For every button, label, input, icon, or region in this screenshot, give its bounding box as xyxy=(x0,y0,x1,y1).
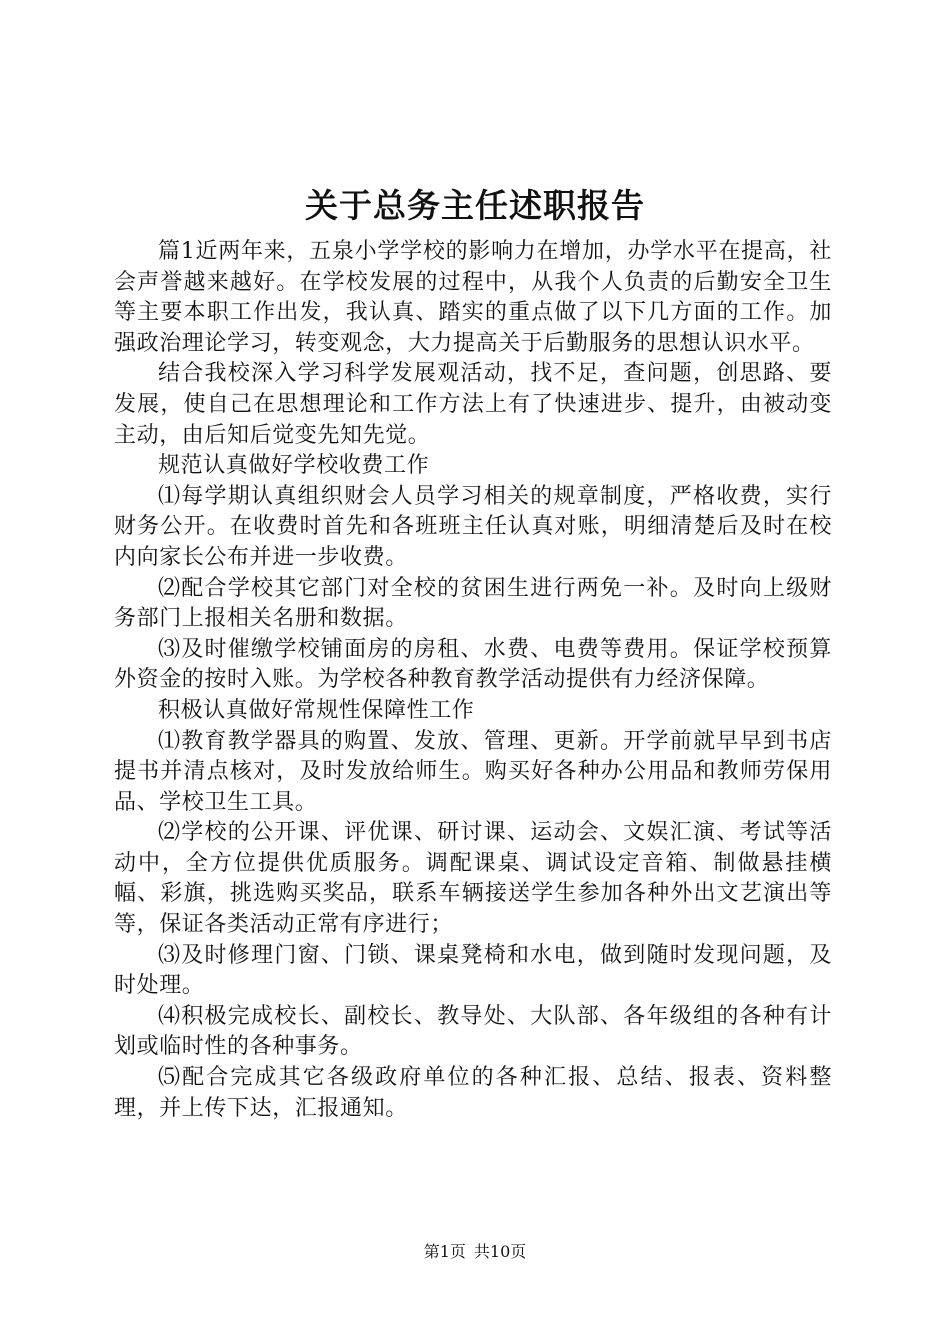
page-number: 第1页 xyxy=(423,1242,466,1261)
paragraph: ⑵学校的公开课、评优课、研讨课、运动会、文娱汇演、考试等活动中，全方位提供优质服务。调配课桌、调试设定音箱、制做悬挂横幅、彩旗，挑选购买奖品，联系车辆接送学生参加各种外出文艺演出等等，保证各类活动正常有序进行； xyxy=(114,820,832,938)
section-heading: 积极认真做好常规性保障性工作 xyxy=(158,697,475,723)
paragraph: 篇1近两年来，五泉小学学校的影响力在增加，办学水平在提高，社会声誉越来越好。在学校发展的过程中，从我个人负责的后勤安全卫生等主要本职工作出发，我认真、踏实的重点做了以下几方面的工作。加强政治理论学习，转变观念，大力提高关于后勤服务的思想认识水平。 xyxy=(114,239,832,356)
paragraph: ⑴教育教学器具的购置、发放、管理、更新。开学前就早早到书店提书并清点核对，及时发放给师生。购买好各种办公用品和教师劳保用品、学校卫生工具。 xyxy=(114,728,832,815)
paragraph: ⑵配合学校其它部门对全校的贫困生进行两免一补。及时向上级财务部门上报相关名册和数据。 xyxy=(114,575,832,632)
document-body xyxy=(114,237,832,1124)
paragraph: ⑶及时修理门窗、门锁、课桌凳椅和水电，做到随时发现问题，及时处理。 xyxy=(114,942,832,999)
page-total: 共10页 xyxy=(473,1242,527,1261)
section-heading: 规范认真做好学校收费工作 xyxy=(158,453,430,479)
paragraph: ⑶及时催缴学校铺面房的房租、水费、电费等费用。保证学校预算外资金的按时入账。为学校各种教育教学活动提供有力经济保障。 xyxy=(114,636,832,693)
paragraph: ⑴每学期认真组织财会人员学习相关的规章制度，严格收费，实行财务公开。在收费时首先和各班班主任认真对账，明细清楚后及时在校内向家长公布并进一步收费。 xyxy=(114,483,832,570)
paragraph: ⑸配合完成其它各级政府单位的各种汇报、总结、报表、资料整理，并上传下达，汇报通知。 xyxy=(114,1065,832,1121)
page-footer xyxy=(0,1241,950,1263)
paragraph: ⑷积极完成校长、副校长、教导处、大队部、各年级组的各种有计划或临时性的各种事务。 xyxy=(114,1003,832,1060)
document-title: 关于总务主任述职报告 xyxy=(305,186,645,225)
paragraph: 结合我校深入学习科学发展观活动，找不足，查问题，创思路、要发展，使自己在思想理论和工作方法上有了快速进步、提升，由被动变主动，由后知后觉变先知先觉。 xyxy=(114,361,832,448)
